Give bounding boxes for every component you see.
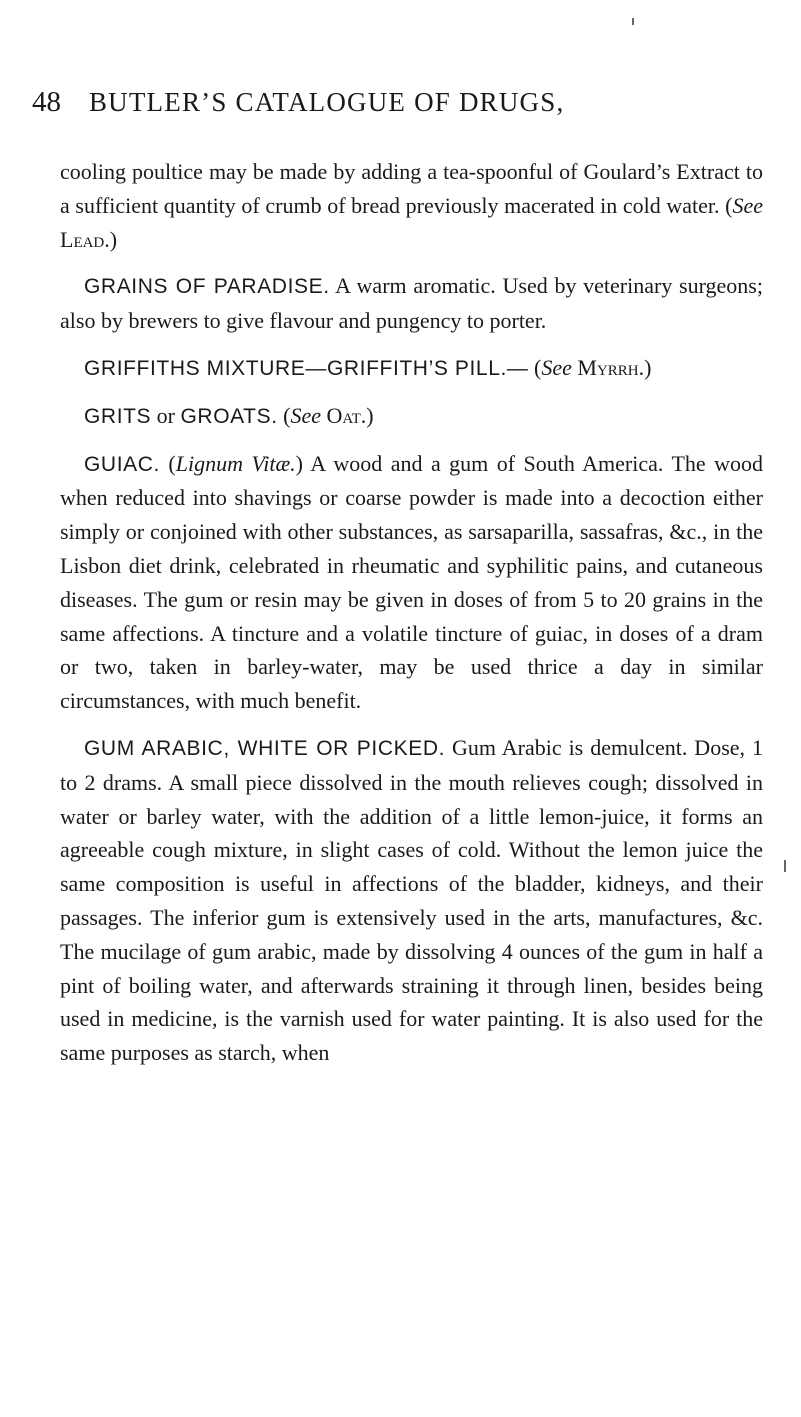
entry-heading-alt: GROATS.: [180, 404, 278, 428]
paren-close: ): [644, 354, 652, 380]
paragraph-text: cooling poultice may be made by adding a tea-spoonful of Goulard’s Extract to a sufficient quantity of crumb of bread previously macerated in cold water. (: [60, 159, 763, 218]
see-reference: See: [290, 402, 322, 428]
entry-heading: GUIAC.: [84, 452, 160, 476]
connector-text: or: [151, 402, 181, 428]
entry-text: Gum Arabic is demulcent. Dose, 1 to 2 drams. A small piece dissolved in the mouth relieves cough; dissolved in water or barley water, with the addition of a little lemon-juice, it forms an agreeable cough mixture, in slight cases of cold. Without the lemon juice the same composition is useful in affections of the bladder, kidneys, and their passages. The inferior gum is extensively used in the arts, manufactures, &c. The mucilage of gum arabic, made by dissolving 4 ounces of the gum in half a pint of boiling water, and afterwards straining it through linen, besides being used in medicine, is the varnish used for water painting. It is also used for the same purposes as starch, when: [60, 734, 763, 1066]
entry-heading: GRITS: [84, 404, 152, 428]
paren-close: ): [295, 450, 303, 476]
entry-heading: GUM ARABIC, WHITE OR PICKED.: [84, 736, 446, 760]
page-number: 48: [32, 86, 61, 118]
page-header: [32, 86, 752, 119]
entry-guiac: [60, 447, 763, 718]
entry-grains-of-paradise: [60, 269, 763, 338]
latin-name: Lignum Vitæ.: [175, 450, 296, 476]
paren-open: (: [277, 402, 291, 428]
continuation-paragraph: [60, 155, 763, 256]
see-reference: See: [541, 354, 572, 380]
entry-text: A warm aromatic. Used by veterinary surgeons; also by brewers to give flavour and pungency to porter.: [60, 273, 763, 334]
paren-close: ): [366, 402, 374, 428]
entry-gum-arabic: [60, 731, 763, 1070]
entry-text: A wood and a gum of South America. The wood when reduced into shavings or coarse powder is made into a decoction either simply or conjoined with other substances, as sarsaparilla, sassafras, &c., in the Lisbon diet drink, celebrated in rheumatic and syphilitic pains, and cutaneous diseases. The gum or resin may be given in doses of from 5 to 20 grains in the same affections. A tincture and a volatile tincture of guiac, in doses of a dram or two, taken in barley-water, may be used thrice a day in similar circumstances, with much benefit.: [60, 450, 763, 714]
printing-speck: [632, 18, 634, 25]
page-body: [60, 155, 763, 1070]
entry-grits: [60, 399, 763, 434]
paren-close: ): [109, 226, 118, 252]
paren-open: (: [159, 450, 176, 476]
paren-open: (: [528, 354, 542, 380]
see-reference: See: [732, 192, 763, 218]
entry-griffiths-mixture: [60, 351, 763, 386]
entry-heading: GRAINS OF PARADISE.: [84, 275, 330, 299]
running-title: BUTLER’S CATALOGUE OF DRUGS,: [88, 87, 565, 117]
cross-reference: Myrrh.: [577, 354, 645, 380]
cross-reference: Oat.: [326, 402, 367, 428]
entry-heading: GRIFFITHS MIXTURE—GRIFFITH’S PILL.—: [84, 356, 529, 380]
printing-speck: [784, 860, 786, 872]
cross-reference: Lead.: [60, 226, 110, 252]
